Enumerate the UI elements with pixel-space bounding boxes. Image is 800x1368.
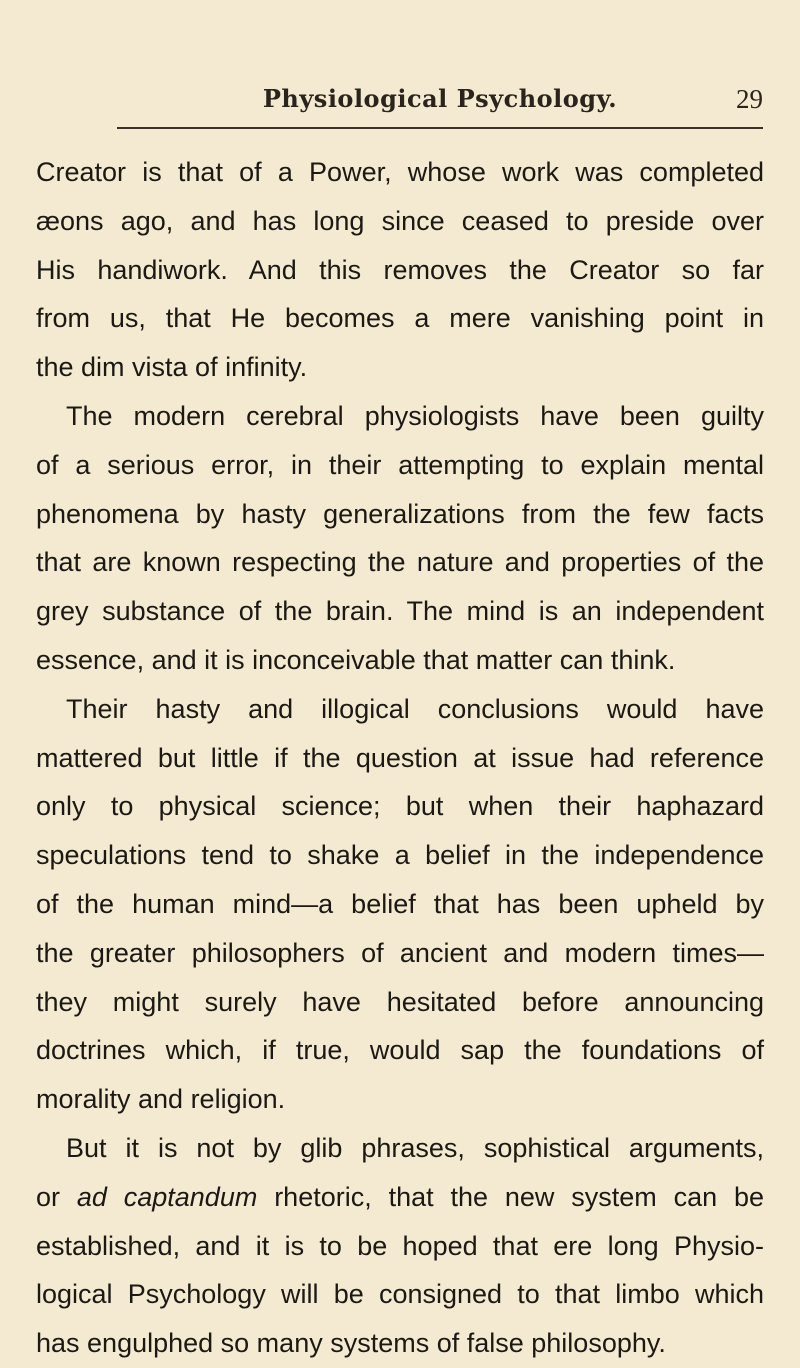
text-line: His handiwork. And this removes the Creator so far <box>36 254 764 285</box>
running-title: Physiological Psychology. <box>262 84 618 113</box>
text-line: grey substance of the brain. The mind is an independent <box>36 596 764 627</box>
paragraph-first-line: The modern cerebral physiologists have been guilty <box>66 400 764 431</box>
text-line: æons ago, and has long since ceased to preside over <box>36 205 764 236</box>
text-line: phenomena by hasty generalizations from the few facts <box>36 498 764 529</box>
text-line: mattered but little if the question at issue had reference <box>36 742 764 773</box>
text-line: of the human mind—a belief that has been upheld by <box>36 888 764 919</box>
text-line: speculations tend to shake a belief in the independence <box>36 840 764 871</box>
text-fragment: or <box>36 1181 77 1212</box>
italic-phrase: ad captandum <box>76 1181 258 1212</box>
text-line: the dim vista of infinity. <box>36 352 308 383</box>
text-line: has engulphed so many systems of false philosophy. <box>36 1328 666 1359</box>
text-line: of a serious error, in their attempting to explain mental <box>36 449 764 480</box>
paragraph-first-line: But it is not by glib phrases, sophistical arguments, <box>66 1132 764 1163</box>
text-line: that are known respecting the nature and properties of the <box>36 547 764 578</box>
text-line: logical Psychology will be consigned to that limbo which <box>36 1279 764 1310</box>
text-line: from us, that He becomes a mere vanishing point in <box>36 303 764 334</box>
text-fragment: rhetoric, that the new system can be <box>257 1181 765 1212</box>
body-text <box>36 148 764 1368</box>
text-line: doctrines which, if true, would sap the foundations of <box>36 1035 764 1066</box>
text-line: they might surely have hesitated before announcing <box>36 986 764 1017</box>
text-line: Creator is that of a Power, whose work was completed <box>36 157 764 187</box>
text-line: morality and religion. <box>36 1084 286 1115</box>
paragraph-first-line: Their hasty and illogical conclusions would have <box>66 693 764 724</box>
text-line: the greater philosophers of ancient and modern times— <box>36 937 764 968</box>
header-rule <box>117 127 763 129</box>
page-number: 29 <box>736 84 763 114</box>
text-line: established, and it is to be hoped that ere long Physio- <box>36 1230 764 1261</box>
running-head <box>117 78 763 118</box>
text-line <box>36 1173 764 1222</box>
text-line: essence, and it is inconceivable that matter can think. <box>36 644 676 675</box>
text-line: only to physical science; but when their haphazard <box>36 791 764 822</box>
